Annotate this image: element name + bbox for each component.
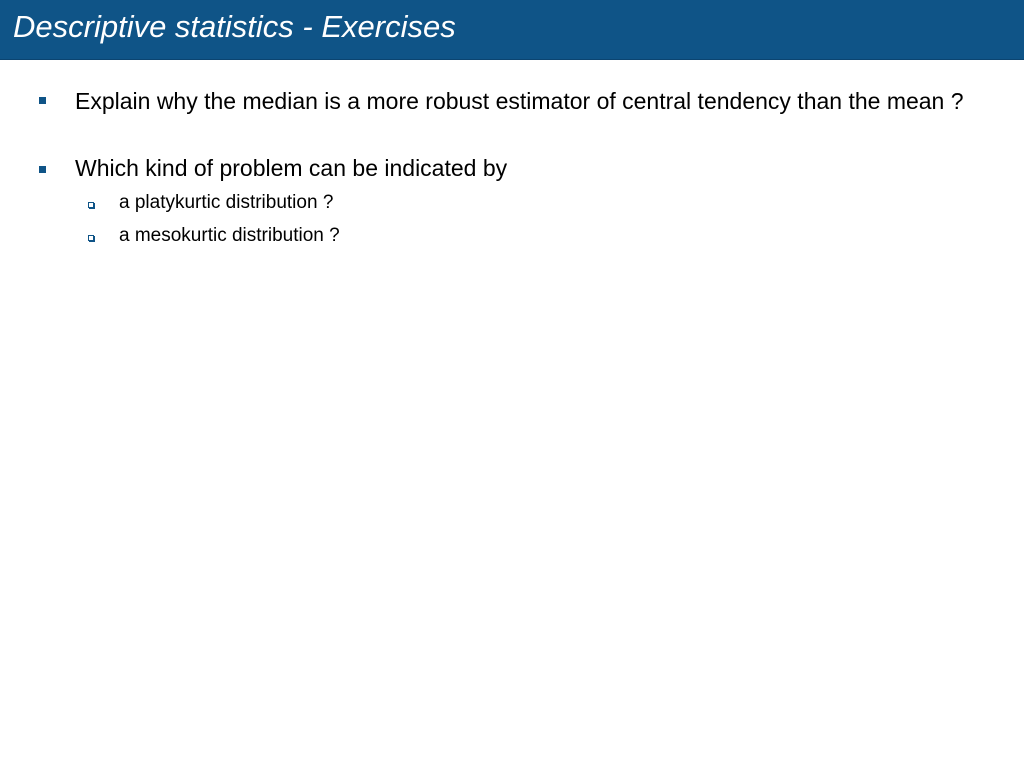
sub-bullet-text: a platykurtic distribution ? <box>119 192 334 213</box>
square-bullet-icon <box>39 166 46 173</box>
hollow-square-bullet-icon <box>88 235 94 241</box>
hollow-square-bullet-icon <box>88 202 94 208</box>
square-bullet-icon <box>39 97 46 104</box>
slide-title: Descriptive statistics - Exercises <box>13 9 456 44</box>
bullet-text: Explain why the median is a more robust estimator of central tendency than the mean ? <box>75 88 964 114</box>
bullet-text: Which kind of problem can be indicated by <box>75 155 508 181</box>
title-bar <box>0 0 1024 60</box>
sub-bullet-text: a mesokurtic distribution ? <box>119 225 340 246</box>
